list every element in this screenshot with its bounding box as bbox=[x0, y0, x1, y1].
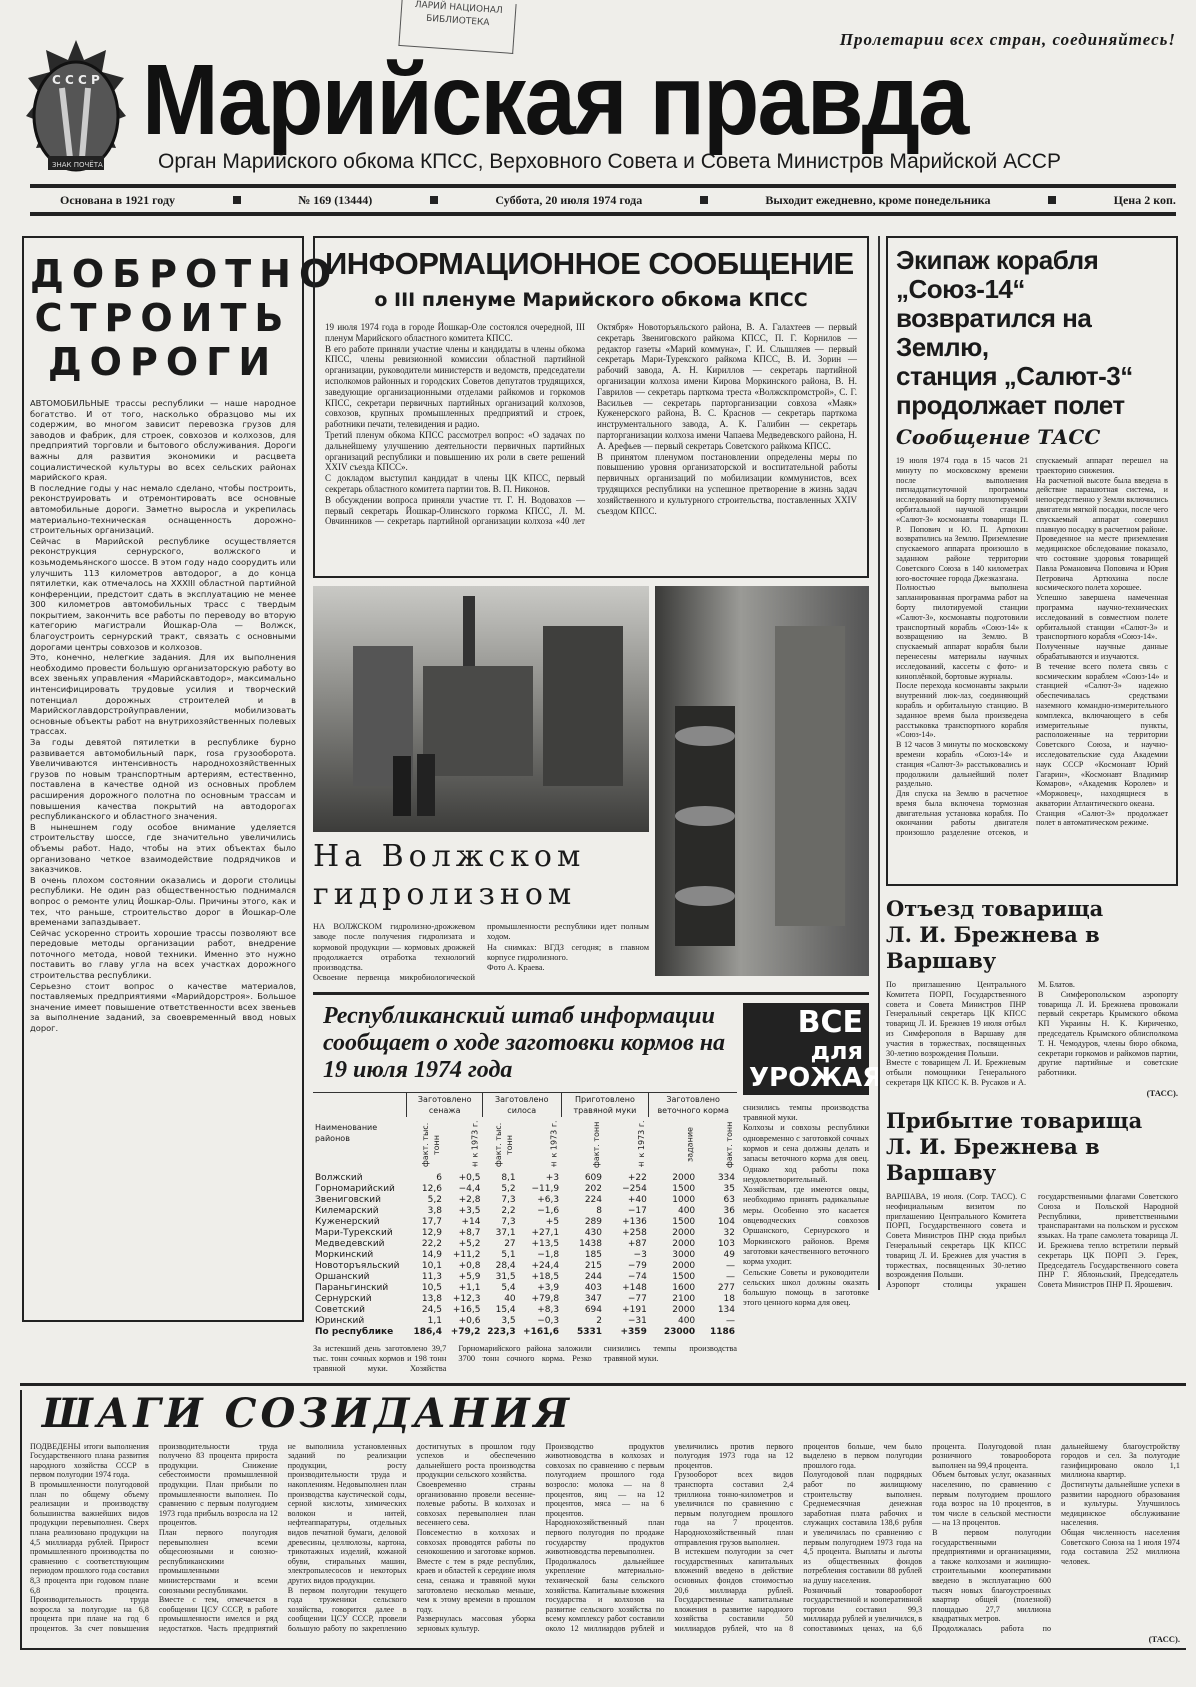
table-cell: +8,7 bbox=[458, 1227, 481, 1238]
photo-feature bbox=[313, 586, 869, 984]
column-subheader: ± к 1973 г. bbox=[636, 1120, 646, 1170]
bullet-icon bbox=[1048, 196, 1056, 204]
table-cell: 10,1 bbox=[421, 1260, 442, 1271]
table-cell: — bbox=[726, 1315, 735, 1326]
table-cell: +3,5 bbox=[458, 1205, 481, 1216]
table-row bbox=[313, 1250, 737, 1261]
headline: ШАГИ СОЗИДАНИЯ bbox=[42, 1389, 573, 1437]
svg-text:ЗНАК ПОЧЁТА: ЗНАК ПОЧЁТА bbox=[52, 161, 103, 169]
table-cell: 2000 bbox=[672, 1227, 696, 1238]
table-cell: 32 bbox=[723, 1227, 735, 1238]
table-cell: +136 bbox=[622, 1216, 647, 1227]
table-cell: 23000 bbox=[663, 1326, 696, 1337]
table-row bbox=[313, 1206, 737, 1217]
divider bbox=[30, 212, 1176, 216]
table-cell: 1,1 bbox=[427, 1315, 442, 1326]
article-body: 19 июля 1974 года в городе Йошкар-Оле состоялся очередной, III пленум Марийского областного комитета КПСС. В его работе приняли участие члены и кандидаты в члены обкома КПСС, члены ревизионной комиссии областной партийной организации, руководители министерств и ведомств, председатели исполкомов районных и городских Советов депутатов трудящихся, заведующие организационными отделами райкомов и горкомов КПСС, секретари первичных партийных организаций колхозов, совхозов, крупных промышленных предприятий и строек, работники печати, телевидения и радио. Третий пленум обкома КПСС рассмотрел вопрос: «О задачах по дальнейшему улучшению деятельности первичных партийных организаций республики и повышению их роли в свете решений XXIV съезда КПСС». С докладом выступил кандидат в члены ЦК КПСС, первый секретарь областного комитета партии тов. В. П. Никонов. В обсуждении вопроса приняли участие тт. Г. Н. Водовахов — первый секретарь Йошкар-Олинского горкома КПСС, Л. М. Овчинников — секретарь партийной организации колхоза «40 лет Октября» Новоторъяльского района, В. А. Галахтеев — первый секретарь Звениговского райкома КПСС, П. Г. Корнилов — редактор газеты «Марий коммуна», Г. И. Слышляев — первый секретарь Мари-Турекского райкома КПСС, В. И. Зорин — рабочий завода, А. Н. Кириллов — секретарь партийной организации колхоза имени Кирова Моркинского района, В. Н. Гаврилов — секретарь парткома треста «Волжскпромстрой», С. Г. Васильев — секретарь парторганизации совхоза «Маяк» Куженерского района, В. С. Краснов — секретарь парткома инструментального завода, А. К. Галибин — секретарь парторганизации колхоза имени Чапаева Медведевского района, Н. А. Арефьев — первый секретарь Советского райкома КПСС. В принятом пленумом постановлении определены меры по повышению уровня организаторской и воспитательной работы первичных организаций по мобилизации коммунистов, всех трудящихся республики на успешное претворение в жизнь задач хозяйственного и культурного строительства, поставленных XXIV съездом КПСС. bbox=[325, 322, 857, 527]
bullet-icon bbox=[430, 196, 438, 204]
district-name: Медведевский bbox=[315, 1238, 385, 1249]
table-cell: 1500 bbox=[672, 1271, 696, 1282]
table-cell: +5 bbox=[545, 1216, 560, 1227]
column-subheader: задание bbox=[685, 1127, 695, 1163]
headline bbox=[30, 252, 340, 384]
table-row bbox=[313, 1184, 737, 1195]
district-name: Сернурский bbox=[315, 1293, 372, 1304]
table-cell: +11,2 bbox=[452, 1249, 481, 1260]
table-cell: −77 bbox=[627, 1293, 647, 1304]
article-shagi bbox=[20, 1390, 1186, 1650]
subheadline: о III пленуме Марийского обкома КПСС bbox=[374, 289, 808, 311]
table-cell: +0,8 bbox=[458, 1260, 481, 1271]
table-cell: +0,6 bbox=[458, 1315, 481, 1326]
table-cell: 27 bbox=[504, 1238, 516, 1249]
news-source: (ТАСС). bbox=[1146, 1087, 1178, 1098]
fodder-main bbox=[313, 1003, 737, 1375]
table-cell: 14,9 bbox=[421, 1249, 442, 1260]
table-row bbox=[313, 1228, 737, 1239]
table-cell: 244 bbox=[584, 1271, 602, 1282]
headline-line: Прибытие товарища bbox=[886, 1108, 1143, 1134]
table-cell: 18 bbox=[723, 1293, 735, 1304]
table-cell: 403 bbox=[584, 1282, 602, 1293]
table-cell: +0,5 bbox=[458, 1172, 481, 1183]
table-cell: 185 bbox=[584, 1249, 602, 1260]
fodder-headline: Республиканский штаб информации сообщает о ходе заготовки кормов на 19 июля 1974 года bbox=[323, 1002, 726, 1083]
article-body: По приглашению Центрального Комитета ПОРП, Государственного совета и Совета Министров ПНР Генеральный секретарь ЦК КПСС товарищ Л. И. Брежнев 19 июля отбыл из Симферополя в Варшаву для участия в торжествах, посвященных 30-летию возрождения Польши. Вместе с товарищем Л. И. Брежневым отбыли помощники Генерального секретаря ЦК КПСС К. В. Русаков и А. М. Блатов. В Симферопольском аэропорту товарища Л. И. Брежнева провожали первый секретарь Крымского обкома КП Украины Н. К. Кириченко, председатель Крымского облисполкома Т. Н. Чемодуров, члены бюро обкома, секретари горкомов и райкомов партии, другие партийные и советские работники. bbox=[886, 980, 1178, 1087]
column-subheader: факт. тонн bbox=[592, 1121, 601, 1168]
table-cell: +79,2 bbox=[450, 1326, 481, 1337]
table-cell: 5,2 bbox=[501, 1183, 516, 1194]
district-name: Юринский bbox=[315, 1315, 365, 1326]
column-header: Наименование районов bbox=[315, 1122, 378, 1143]
table-cell: — bbox=[726, 1271, 735, 1282]
table-cell: −11,9 bbox=[531, 1183, 560, 1194]
right-column bbox=[878, 236, 1178, 1290]
badge-line: для bbox=[810, 1036, 863, 1065]
bullet-icon bbox=[233, 196, 241, 204]
table-cell: 2 bbox=[596, 1315, 602, 1326]
table-cell: +359 bbox=[620, 1326, 647, 1337]
table-cell: 7,3 bbox=[501, 1216, 516, 1227]
table-row bbox=[313, 1195, 737, 1206]
table-cell: +148 bbox=[622, 1282, 647, 1293]
district-name: Мари-Турекский bbox=[315, 1227, 393, 1238]
table-cell: 10,5 bbox=[421, 1282, 442, 1293]
newspaper-organ: Орган Марийского обкома КПСС, Верховного Совета и Совета Министров Марийской АССР bbox=[158, 150, 1061, 173]
fodder-table bbox=[313, 1092, 737, 1338]
column-subheader: ± к 1973 г. bbox=[470, 1120, 480, 1170]
slogan: Пролетарии всех стран, соединяйтесь! bbox=[839, 30, 1176, 49]
price: Цена 2 коп. bbox=[1113, 193, 1176, 207]
district-name: Советский bbox=[315, 1304, 365, 1315]
table-cell: 7,3 bbox=[501, 1194, 516, 1205]
table-cell: −4,4 bbox=[458, 1183, 481, 1194]
table-row bbox=[313, 1283, 737, 1294]
harvest-badge bbox=[743, 1003, 883, 1095]
table-cell: 1600 bbox=[672, 1282, 696, 1293]
column-group: Приготовлено травяной муки bbox=[561, 1092, 649, 1117]
table-cell: 186,4 bbox=[413, 1326, 442, 1337]
headline bbox=[896, 246, 1168, 420]
table-cell: +8,3 bbox=[537, 1304, 560, 1315]
column-group: Заготовлено силоса bbox=[482, 1092, 561, 1117]
table-cell: 5,1 bbox=[501, 1249, 516, 1260]
table-cell: 8 bbox=[596, 1205, 602, 1216]
table-cell: +24,4 bbox=[531, 1260, 560, 1271]
article-soyuz bbox=[886, 236, 1178, 886]
fodder-section bbox=[313, 992, 883, 1375]
table-cell: +12,3 bbox=[452, 1293, 481, 1304]
table-cell: +18,5 bbox=[531, 1271, 560, 1282]
table-cell: −17 bbox=[627, 1205, 647, 1216]
table-row bbox=[313, 1217, 737, 1228]
table-cell: +87 bbox=[627, 1238, 647, 1249]
table-cell: 224 bbox=[584, 1194, 602, 1205]
library-stamp: ЛАРИЙ НАЦИОНАЛ БИБЛИОТЕКА bbox=[398, 0, 516, 54]
founded: Основана в 1921 году bbox=[60, 193, 176, 207]
table-cell: +27,1 bbox=[531, 1227, 560, 1238]
issue-date: Суббота, 20 июля 1974 года bbox=[495, 193, 643, 207]
table-cell: 2000 bbox=[672, 1172, 696, 1183]
table-cell: 2000 bbox=[672, 1238, 696, 1249]
table-cell: 5,4 bbox=[501, 1282, 516, 1293]
table-cell: 36 bbox=[723, 1205, 735, 1216]
table-cell: 347 bbox=[584, 1293, 602, 1304]
article-brezhnev-arrival bbox=[886, 1108, 1178, 1290]
table-cell: −74 bbox=[627, 1271, 647, 1282]
column-subheader: факт. тыс. тонн bbox=[420, 1122, 441, 1167]
table-cell: 22,2 bbox=[421, 1238, 442, 1249]
table-cell: 63 bbox=[723, 1194, 735, 1205]
article-body: 19 июля 1974 года в 15 часов 21 минуту по московскому времени после выполнения пятнадцатисуточной программы исследований на борту пилотируемой орбитальной научной станции «Салют-3» космонавты товарищи П. Р. Попович и Ю. П. Артюхин возвратились на Землю. Приземление спускаемого аппарата произошло в заданном районе территории Советского Союза в 140 километрах юго-восточнее города Джезказгана. Полностью выполнена запланированная программа работ на борту пилотируемой станции «Салют-3», космонавты подготовили транспортный корабль «Союз-14» к возвращению на Землю. В спускаемый аппарат корабля были перенесены материалы научных исследований, кассеты с фото- и киноплёнкой, бортовые журналы. После перехода космонавты закрыли внутренний люк-лаз, соединяющий корабль и орбитальную станцию. В заданное время была произведена расстыковка транспортного корабля «Союз-14». В 12 часов 3 минуты по московскому времени корабль «Союз-14» и станция «Салют-3» расстыковались и продолжили дальнейший полет раздельно. Для спуска на Землю в расчетное время была включена тормозная двигательная установка корабля. По окончании работы двигателя произошло разделение отсеков, и спускаемый аппарат перешел на траекторию снижения. На расчетной высоте была введена в действие парашютная система, и непосредственно у Земли включились двигатели мягкой посадки, после чего спускаемый аппарат совершил плавную посадку в расчетном районе. Проведенное на месте приземления медицинское обследование показало, что состояние здоровья товарищей Павла Романовича Поповича и Юрия Петровича Артюхина после космического полета хорошее. Успешно завершена намеченная программа научно-технических исследований в совместном полете орбитальной станции «Салют-3» и транспортного корабля «Союз-14». Полученные научные данные обрабатываются и изучаются. В течение всего полета связь с космическим кораблем «Союз-14» и станцией «Салют-3» надежно обеспечивалась средствами наземного командно-измерительного комплекса, включающего в себя измерительные пункты, расположенные на территории Советского Союза, и научно-исследовательские суда Академии наук СССР «Космонавт Юрий Гагарин», «Космонавт Владимир Комаров», «Академик Королев» и «Моржовец», находящиеся в акватории Атлантического океана. Станция «Салют-3» продолжает полет в автоматическом режиме. bbox=[896, 456, 1168, 838]
district-name: Моркинский bbox=[315, 1249, 374, 1260]
headline-line: ДОРОГИ bbox=[47, 340, 279, 384]
headline-line: Л. И. Брежнева в Варшаву bbox=[886, 1134, 1100, 1186]
table-cell: −3 bbox=[633, 1249, 647, 1260]
headline-line: Отъезд товарища bbox=[886, 896, 1104, 921]
table-cell: 12,9 bbox=[421, 1227, 442, 1238]
district-name: Волжский bbox=[315, 1172, 363, 1183]
table-cell: 609 bbox=[584, 1172, 602, 1183]
table-cell: −0,3 bbox=[537, 1315, 560, 1326]
table-cell: 223,3 bbox=[487, 1326, 516, 1337]
table-cell: 1186 bbox=[709, 1326, 735, 1337]
table-cell: −1,6 bbox=[537, 1205, 560, 1216]
issue-number: № 169 (13444) bbox=[298, 193, 373, 207]
table-cell: 12,6 bbox=[421, 1183, 442, 1194]
table-cell: 1438 bbox=[579, 1238, 602, 1249]
column-group: Заготовлено веточного корма bbox=[649, 1092, 737, 1117]
fodder-side-text: снизились темпы производства травяной муки. Колхозы и совхозы республики одновременно с заготовкой сочных кормов и сена должны делать и запасы веточного корма для овец. Однако ход работы пока неудовлетворительный. Хозяйствам, где имеются овцы, необходимо принять радикальные меры. Особенно это касается овцеводческих совхозов Оршанского, Сернурского и Моркинского районов. Время заготовки качественного веточного корма уходит. Сельские Советы и руководители сельских школ должны оказать большую помощь в заготовке этого ценного корма для овец. bbox=[743, 1102, 869, 1308]
frequency: Выходит ежедневно, кроме понедельника bbox=[765, 193, 991, 207]
table-cell: +40 bbox=[627, 1194, 647, 1205]
table-cell: 2000 bbox=[672, 1304, 696, 1315]
district-name: Горномарийский bbox=[315, 1183, 395, 1194]
table-cell: +191 bbox=[622, 1304, 647, 1315]
headline-line: возвратился на Землю, bbox=[896, 303, 1092, 362]
issue-info-line bbox=[60, 193, 1176, 208]
table-cell: 40 bbox=[504, 1293, 516, 1304]
workshop-image-icon bbox=[655, 586, 869, 976]
table-cell: +3 bbox=[545, 1172, 560, 1183]
table-cell: −31 bbox=[627, 1315, 647, 1326]
workshop-photo bbox=[655, 586, 869, 976]
factory-image-icon bbox=[313, 586, 649, 832]
table-cell: — bbox=[726, 1260, 735, 1271]
column-group: Заготовлено сенажа bbox=[407, 1092, 482, 1117]
district-name: Новоторъяльский bbox=[315, 1260, 400, 1271]
table-cell: +14 bbox=[461, 1216, 481, 1227]
table-cell: 13,8 bbox=[421, 1293, 442, 1304]
table-cell: 134 bbox=[717, 1304, 735, 1315]
table-row bbox=[313, 1327, 737, 1338]
table-row bbox=[313, 1272, 737, 1283]
headline-line: Л. И. Брежнева в Варшаву bbox=[886, 922, 1100, 973]
factory-photo bbox=[313, 586, 649, 832]
order-emblem-icon bbox=[22, 38, 130, 188]
table-cell: 28,4 bbox=[495, 1260, 516, 1271]
headline-line: ДОБРОТНО bbox=[30, 252, 340, 296]
table-row bbox=[313, 1305, 737, 1316]
photo-headline-line: гидролизном bbox=[313, 877, 577, 912]
column-subheader: факт. тыс. тонн bbox=[494, 1122, 515, 1167]
table-cell: 5331 bbox=[576, 1326, 602, 1337]
district-name: Параньгинский bbox=[315, 1282, 389, 1293]
table-cell: 3,5 bbox=[501, 1315, 516, 1326]
table-cell: −1,8 bbox=[537, 1249, 560, 1260]
bullet-icon bbox=[700, 196, 708, 204]
news-source: Сообщение ТАСС bbox=[896, 425, 1101, 449]
fodder-footer: За истекший день заготовлено 39,7 тыс. тонн сочных кормов и 198 тонн травяной муки. Хозяйства Горномарийского района заложили 3700 тонн сочного корма. Резко снизились темпы производства травяной муки. bbox=[313, 1343, 737, 1374]
table-cell: 17,7 bbox=[421, 1216, 442, 1227]
table-cell: −254 bbox=[622, 1183, 647, 1194]
table-cell: 11,3 bbox=[421, 1271, 442, 1282]
table-cell: +1,1 bbox=[458, 1282, 481, 1293]
table-cell: 6 bbox=[436, 1172, 442, 1183]
district-name: По республике bbox=[315, 1326, 394, 1337]
table-cell: 15,4 bbox=[495, 1304, 516, 1315]
table-cell: 1500 bbox=[672, 1216, 696, 1227]
table-cell: 8,1 bbox=[501, 1172, 516, 1183]
table-row bbox=[313, 1294, 737, 1305]
table-cell: 694 bbox=[584, 1304, 602, 1315]
table-cell: +6,3 bbox=[537, 1194, 560, 1205]
article-body: АВТОМОБИЛЬНЫЕ трассы республики — наше народное богатство. И от того, насколько образцово мы их содержим, во многом зависит перевозка грузов для заводов и фабрик, для строек, совхозов и колхозов, для предприятий торговли и бытового обслуживания. Дороги важны для развития экономики и расцвета социалистической культуры во всех сельских районах марийского края. В последние годы у нас немало сделано, чтобы построить, реконструировать и отремонтировать все основные автомобильные дороги. Заметно выросла и укрепилась материально-техническая оснащенность дорожно-строительных организаций. Сейчас в Марийской республике осуществляется реконструкция сернурского, волжского и козьмодемьянского шоссе. В этом году надо соорудить или улучшить 113 километров автодорог, а до конца пятилетки, как отмечалось на XXXIII областной партийной конференции, предстоит сдать в эксплуатацию не менее 300 километров автомобильных трасс с твердым покрытием, закончить все работы по переводу во вторую категорию магистрали Йошкар-Ола — Волжск, благоустроить сернурский тракт, связать с основными дорогами центры совхозов и колхозов. Это, конечно, нелегкие задания. Для их выполнения необходимо провести большую организаторскую работу во всех звеньях управления «Марийскавтодор», максимально интенсифицировать трудовые усилия и творческий потенциал дорожных строителей и в Марийскоглавдорстройуправлении, мобилизовать основные объекты работ на внутрихозяйственных полевых трассах. За годы девятой пятилетки в республике бурно развивается автомобильный парк, rosa грузооборота. Увеличиваются интенсивность народнохозяйственных грузов по новым транспортным артериям, естественно, поставлена в качестве одной из основных проблем расширения дорожного полотна по основным трассам и повышения качества покрытий на автодорогах республиканского и областного значения. В нынешнем году особое внимание уделяется строительству шоссе, где значительно увеличились объемы работ. Надо, чтобы на этих объектах было организовано четкое взаимодействие подрядчиков и заказчиков. В очень плохом состоянии оказались и дороги столицы республики. Не один раз общественностью поднимался вопрос о ремонте улиц Йошкар-Олы. Причины этого, как и тех, что раньше, строительство дорог в Йошкар-Оле временами запаздывает. Сейчас ускоренно строить хорошие трассы позволяют все передовые методы организации работ, внедрение поточного метода, новой техники. Именно это нужно поставить во главу угла на всех участках дорожного строительства республики. Серьезно стоит вопрос о качестве материалов, поставляемых предприятиями «Марийдорстроя». Большое значение имеет повышение ответственности всех звеньев за выполнение заданий, за своевременный ввод новых дорог. bbox=[30, 398, 296, 1034]
table-cell: +258 bbox=[622, 1227, 647, 1238]
table-cell: 3,8 bbox=[427, 1205, 442, 1216]
column-subheader: факт. тонн bbox=[725, 1121, 734, 1168]
photo-headline bbox=[313, 838, 649, 914]
table-cell: 35 bbox=[723, 1183, 735, 1194]
article-body: ПОДВЕДЕНЫ итоги выполнения Государственного плана развития народного хозяйства СССР в первом полугодии 1974 года. В промышленности полугодовой план по общему объему реализации и производству большинства важнейших видов продукции перевыполнен. Сверх плана реализовано продукции на 4,5 миллиарда рублей. Прирост промышленного производства по сравнению с соответствующим периодом прошлого года составил 8,3 процента при годовом плане 6,8 процента. Производительность труда возросла за полугодие на 6,8 процента при плане на год 6 процентов. За счет повышения производительности труда получено 83 процента прироста продукции. Снижение себестоимости промышленной продукции. План прибыли по промышленности выполнен. По сравнению с первым полугодием 1973 года прибыль возросла на 12 процентов. План первого полугодия перевыполнен всеми общесоюзными и союзно-республиканскими промышленными министерствами и всеми союзными республиками. Вместе с тем, отмечается в сообщении ЦСУ СССР, в работе промышленности имелся и ряд недостатков. Часть предприятий не выполнила установленных заданий по реализации продукции, росту производительности труда и накоплениям. Недовыполнен план производства каустической соды, серной кислоты, химических волокон и нитей, нефтеаппаратуры, отдельных видов печатной бумаги, деловой древесины, целлюлозы, картона, трикотажных изделий, кожаной обуви, стиральных машин, электропылесосов и некоторых других видов продукции. В первом полугодии текущего года труженики сельского хозяйства, говорится далее в сообщении ЦСУ СССР, провели большую работу по закреплению достигнутых в прошлом году успехов и обеспечению дальнейшего роста производства продукции сельского хозяйства. Своевременно страны организованно провели весенне-полевые работы. В колхозах и совхозах перевыполнен план весеннего сева. Повсеместно в колхозах и совхозах проводятся работы по сенокошению и заготовке кормов. Вместе с тем в ряде республик, краев и областей к середине июля сена, сенажа и травяной муки заготовлено несколько меньше, чем к этому времени в прошлом году. Развернулась массовая уборка зерновых культур. Производство продуктов животноводства в колхозах и совхозах по сравнению с первым полугодием прошлого года возросло: молока — на 8 процентов, яиц — на 12 процентов, мяса — на 6 процентов. Народнохозяйственный план первого полугодия по продаже государству продуктов животноводства перевыполнен. Продолжалось дальнейшее укрепление материально-технической базы сельского хозяйства. Капитальные вложения государства и колхозов на развитие сельского хозяйства по всему комплексу работ составили около 12 миллиардов рублей и увеличились против первого полугодия 1973 года на 12 процентов. Грузооборот всех видов транспорта составил 2,4 триллиона тонно-километров и увеличился по сравнению с первым полугодием прошлого года на 7 процентов. Народнохозяйственный план отправления грузов выполнен. В истекшем полугодии за счет государственных капитальных вложений введено в действие основных фондов стоимостью 20,6 миллиарда рублей. Государственные капитальные вложения в развитие народного хозяйства составили 50 миллиардов рублей, что на 8 процентов больше, чем было выделено в первом полугодии прошлого года. Полугодовой план подрядных работ по жилищному строительству выполнен. Среднемесячная денежная заработная плата рабочих и служащих составила 138,6 рубля и увеличилась по сравнению с первым полугодием 1973 года на 4,5 процента. Выплаты и льготы из общественных фондов потребления составили 88 рублей на душу населения. Розничный товарооборот государственной и кооперативной торговли составил 99,3 миллиарда рублей и увеличился, в сопоставимых ценах, на 6,6 процента. Полугодовой план розничного товарооборота выполнен на 99,4 процента. Объем бытовых услуг, оказанных населению, по сравнению с первым полугодием прошлого года возрос на 10 процентов, в том числе в сельской местности — на 13 процентов. В первом полугодии государственными предприятиями и организациями, а также колхозами и жилищно-строительными кооперативами введено в эксплуатацию 600 тысяч новых благоустроенных квартир общей (полезной) площадью 27,7 миллиона квадратных метров. Продолжалась работа по дальнейшему благоустройству городов и сел. За полугодие газифицировано около 1,1 миллиона квартир. Достигнуты дальнейшие успехи в развитии народного образования и культуры. Улучшилось медицинское обслуживание населения. Общая численность населения Советского Союза на 1 июля 1974 года составила 252 миллиона человек. bbox=[30, 1441, 1180, 1633]
table-cell: +13,5 bbox=[531, 1238, 560, 1249]
news-source: (ТАСС). bbox=[1148, 1633, 1180, 1644]
table-cell: 1500 bbox=[672, 1183, 696, 1194]
table-cell: 400 bbox=[677, 1315, 696, 1326]
table-cell: +161,6 bbox=[523, 1326, 560, 1337]
district-name: Килемарский bbox=[315, 1205, 379, 1216]
table-cell: 31,5 bbox=[495, 1271, 516, 1282]
article-brezhnev-departure bbox=[886, 896, 1178, 1098]
table-cell: 104 bbox=[717, 1216, 735, 1227]
table-cell: 2000 bbox=[672, 1260, 696, 1271]
fodder-side bbox=[743, 1003, 883, 1375]
column-subheader: ± к 1973 г. bbox=[549, 1120, 559, 1170]
table-cell: 430 bbox=[584, 1227, 602, 1238]
badge-line: УРОЖАЯ bbox=[749, 1062, 883, 1093]
badge-line: ВСЕ bbox=[797, 1004, 863, 1040]
table-cell: +16,5 bbox=[452, 1304, 481, 1315]
table-cell: +3,9 bbox=[537, 1282, 560, 1293]
district-name: Звениговский bbox=[315, 1194, 381, 1205]
table-cell: 334 bbox=[717, 1172, 735, 1183]
table-cell: 3000 bbox=[672, 1249, 696, 1260]
table-cell: +79,8 bbox=[531, 1293, 560, 1304]
table-cell: 49 bbox=[723, 1249, 735, 1260]
headline-line: станция „Салют-3“ bbox=[896, 361, 1133, 391]
table-cell: 2,2 bbox=[501, 1205, 516, 1216]
photo-caption: НА ВОЛЖСКОМ гидролизно-дрожжевом заводе после получения гидролизата и кормовой продукции — кормовых дрожжей продолжается отработка технологий производства. Освоение первенца микробиологической промышленности республики идет полным ходом. На снимках: ВГДЗ сегодня; в главном корпусе гидролизного. Фото А. Краева. bbox=[313, 922, 649, 983]
front-page-columns bbox=[22, 236, 1178, 1375]
divider bbox=[30, 184, 1176, 188]
divider bbox=[20, 1383, 1186, 1650]
table-cell: 2100 bbox=[672, 1293, 696, 1304]
table-row bbox=[313, 1173, 737, 1184]
table-row bbox=[313, 1239, 737, 1250]
table-cell: +5,2 bbox=[458, 1238, 481, 1249]
table-cell: +5,9 bbox=[458, 1271, 481, 1282]
photo-feature-left bbox=[313, 586, 649, 984]
article-plenum bbox=[313, 236, 869, 578]
table-cell: 37,1 bbox=[495, 1227, 516, 1238]
article-body: ВАРШАВА, 19 июля. (Corр. ТАСС). С неофициальным визитом по приглашению Центрального Комитета ПОРП, Государственного совета и Совета Министров ПНР сюда прибыл Генеральный секретарь ЦК КПСС товарищ Л. И. Брежнев для участия в торжествах, посвященных 30-летию возрождения Польши. Аэропорт столицы украшен государственными флагами Советского Союза и Польской Народной Республики, приветственными транспарантами на польском и русском языках. На трапе самолета товарища Л. И. Брежнева тепло встретили первый секретарь ЦК ПОРП Э. Герек, Председатель Государственного совета ПНР Г. Яблоньский, Председатель Совета Министров ПНР П. Ярошевич. bbox=[886, 1192, 1178, 1290]
district-name: Куженерский bbox=[315, 1216, 380, 1227]
table-cell: 103 bbox=[717, 1238, 735, 1249]
table-cell: +2,8 bbox=[458, 1194, 481, 1205]
headline-line: СТРОИТЬ bbox=[34, 296, 292, 340]
table-cell: 5,2 bbox=[427, 1194, 442, 1205]
table-row bbox=[313, 1316, 737, 1327]
table-cell: +22 bbox=[627, 1172, 647, 1183]
table-cell: 202 bbox=[584, 1183, 602, 1194]
table-cell: 277 bbox=[717, 1282, 735, 1293]
middle-column bbox=[313, 236, 883, 1375]
svg-text:С С С Р: С С С Р bbox=[52, 73, 100, 87]
headline-line: Экипаж корабля „Союз-14“ bbox=[896, 245, 1099, 304]
headline-line: продолжает полет bbox=[896, 390, 1125, 420]
photo-headline-line: На Волжском bbox=[313, 839, 586, 874]
table-row bbox=[313, 1261, 737, 1272]
newspaper-title: Марийская правда bbox=[142, 44, 968, 156]
headline: ИНФОРМАЦИОННОЕ СООБЩЕНИЕ bbox=[325, 246, 854, 281]
district-name: Оршанский bbox=[315, 1271, 370, 1282]
table-cell: 215 bbox=[584, 1260, 602, 1271]
table-cell: 24,5 bbox=[421, 1304, 442, 1315]
table-cell: 400 bbox=[677, 1205, 696, 1216]
table-cell: 289 bbox=[584, 1216, 602, 1227]
table-cell: 1000 bbox=[672, 1194, 696, 1205]
table-cell: −79 bbox=[627, 1260, 647, 1271]
